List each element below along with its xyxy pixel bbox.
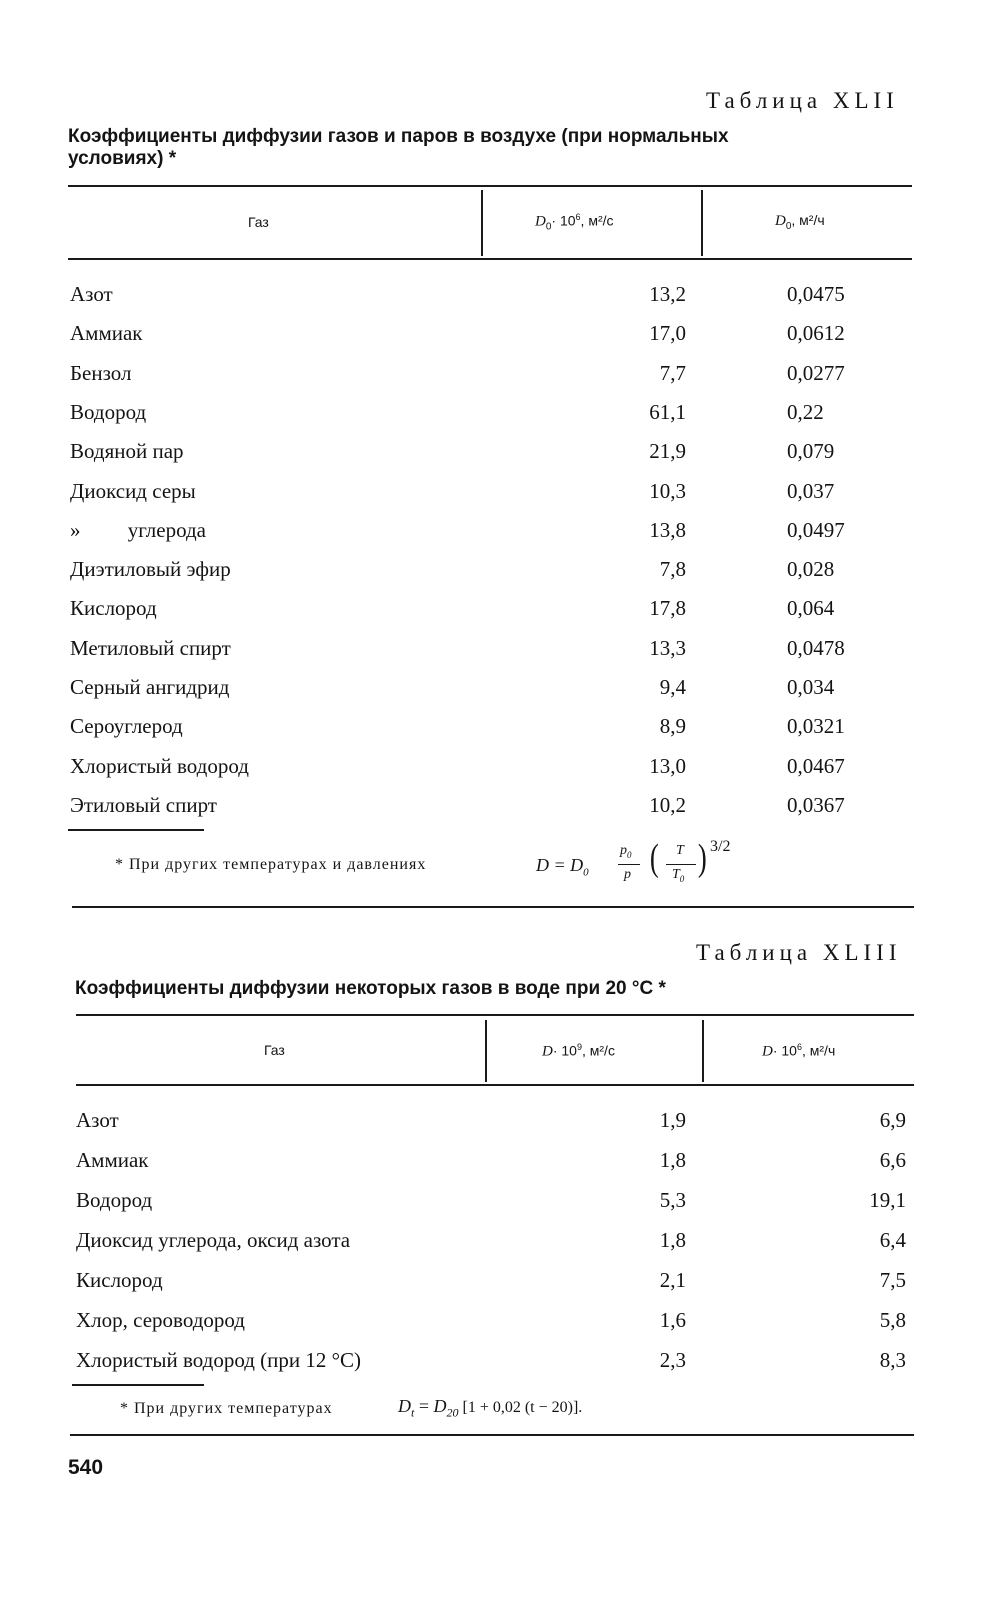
table-row [70, 668, 910, 707]
table-row [70, 589, 910, 628]
cell-diffusion-m2h: 7,5 [879, 1268, 906, 1292]
table-row [70, 511, 910, 550]
frac-num: p [620, 843, 627, 858]
cell-diffusion-m2s: 10,2 [649, 792, 686, 817]
symbol: D [535, 213, 546, 230]
multiplier: · 10 [772, 1042, 797, 1059]
cell-gas: Диоксид углерода, оксид азота [76, 1228, 351, 1252]
symbol: D [542, 1043, 553, 1060]
table-row [76, 1141, 916, 1180]
formula-rhs-sub: 20 [446, 1405, 459, 1420]
multiplier: · 10 [552, 1042, 577, 1059]
table-top-rule [76, 1014, 914, 1016]
cell-diffusion-m2s: 13,3 [649, 635, 686, 660]
table-title: Коэффициенты диффузии газов и паров в воздухе (при нормальных условиях) * [68, 126, 729, 169]
cell-diffusion-m2h: 0,028 [787, 557, 835, 582]
unit: , м²/с [581, 1042, 615, 1059]
footnote-text: * При других температурах и давлениях [115, 856, 427, 873]
cell-diffusion-m2h: 0,0612 [787, 321, 845, 346]
cell-gas: Этиловый спирт [70, 792, 217, 817]
cell-gas: Сероуглерод [70, 714, 183, 739]
cell-diffusion-m2h: 0,0497 [787, 517, 845, 542]
footnote-formula [398, 1396, 582, 1421]
table-row [76, 1341, 916, 1380]
cell-gas: Хлористый водород [70, 753, 249, 778]
formula-rhs: D [433, 1396, 447, 1416]
column-header-gas: Газ [264, 1042, 285, 1058]
table-row [76, 1181, 916, 1220]
column-header-diffusion-m2h [775, 212, 825, 232]
unit: , м²/ч [801, 1042, 836, 1059]
page-bottom-rule [70, 1434, 914, 1436]
cell-gas: Водяной пар [70, 439, 184, 464]
cell-gas: Диоксид серы [70, 478, 196, 503]
table-title: Коэффициенты диффузии некоторых газов в воде при 20 °C * [75, 978, 666, 999]
table-row [70, 786, 910, 825]
cell-diffusion-m2s: 13,8 [649, 517, 686, 542]
exponent: 6 [575, 212, 581, 222]
table-row [70, 354, 910, 393]
table-row [70, 393, 910, 432]
multiplier: · 10 [551, 212, 576, 229]
cell-gas: Водород [76, 1188, 153, 1212]
table-top-rule [68, 185, 912, 187]
cell-diffusion-m2s: 7,8 [659, 557, 686, 582]
subscript: 0 [545, 221, 552, 233]
cell-diffusion-m2h: 6,4 [879, 1228, 906, 1252]
footnote-separator [72, 1384, 204, 1386]
table-row [70, 550, 910, 589]
footnote-separator [68, 829, 204, 831]
cell-diffusion-m2h: 8,3 [879, 1348, 906, 1372]
cell-diffusion-m2s: 21,9 [649, 439, 686, 464]
symbol: D [762, 1043, 773, 1060]
cell-gas: » углерода [70, 517, 206, 542]
symbol: D [775, 213, 786, 229]
cell-diffusion-m2h: 0,0367 [787, 792, 845, 817]
cell-diffusion-m2s: 13,0 [649, 753, 686, 778]
page-number: 540 [68, 1456, 104, 1479]
subscript: 0 [785, 220, 792, 232]
cell-diffusion-m2s: 13,2 [649, 282, 686, 306]
cell-diffusion-m2s: 61,1 [649, 399, 686, 424]
formula-equals: = [414, 1396, 434, 1416]
table-row [70, 432, 910, 471]
cell-diffusion-m2s: 2,3 [659, 1348, 686, 1372]
table-row [76, 1101, 916, 1140]
cell-diffusion-m2s: 1,6 [659, 1308, 686, 1332]
formula-bracket: [1 + 0,02 (t − 20)]. [458, 1399, 583, 1416]
cell-diffusion-m2s: 10,3 [649, 478, 686, 503]
fraction-denominator: p [624, 867, 631, 882]
unit: , м²/ч [791, 212, 825, 228]
column-divider [702, 1020, 704, 1082]
cell-diffusion-m2h: 0,0321 [787, 714, 845, 739]
formula-lhs-sub: 0 [583, 866, 589, 879]
fraction-numerator [620, 843, 632, 860]
cell-diffusion-m2s: 1,8 [659, 1148, 686, 1172]
cell-gas: Азот [70, 282, 113, 306]
cell-diffusion-m2h: 0,0277 [787, 360, 845, 385]
cell-gas: Хлористый водород (при 12 °С) [76, 1348, 362, 1372]
formula-lhs-sub: t [411, 1405, 415, 1420]
table-row [70, 472, 910, 511]
cell-diffusion-m2s: 1,8 [659, 1228, 686, 1252]
exponent: 9 [576, 1042, 582, 1052]
cell-diffusion-m2h: 6,9 [879, 1108, 906, 1132]
frac-den: T [672, 867, 680, 882]
cell-gas: Серный ангидрид [70, 675, 230, 699]
table-row [76, 1261, 916, 1300]
cell-diffusion-m2h: 5,8 [879, 1308, 906, 1332]
cell-diffusion-m2h: 0,0478 [787, 635, 845, 660]
fraction-denominator [672, 867, 684, 884]
cell-gas: Кислород [76, 1268, 163, 1292]
fraction-numerator: T [676, 843, 684, 858]
cell-gas: Аммиак [70, 321, 143, 346]
formula-lhs [536, 855, 589, 879]
cell-gas: Аммиак [76, 1148, 149, 1172]
footnote-text: * При других температурах [120, 1400, 333, 1417]
table-bottom-rule [72, 906, 914, 908]
fraction-bar [618, 864, 640, 865]
cell-diffusion-m2s: 1,9 [659, 1108, 686, 1132]
paren-left: ( [649, 837, 659, 879]
table-row [76, 1301, 916, 1340]
cell-diffusion-m2h: 0,0475 [787, 282, 845, 306]
column-header-diffusion-m2s [535, 212, 614, 232]
cell-diffusion-m2h: 0,034 [787, 675, 835, 699]
table-label: Таблица XLII [706, 88, 899, 113]
table-label: Таблица XLIII [696, 940, 902, 965]
cell-diffusion-m2s: 17,0 [649, 321, 686, 346]
header-bottom-rule [68, 258, 912, 260]
formula-lhs-text: D = D [536, 855, 584, 875]
paren-right: ) [697, 837, 707, 879]
cell-diffusion-m2h: 19,1 [869, 1188, 906, 1212]
column-divider [481, 190, 483, 256]
cell-diffusion-m2h: 0,037 [787, 478, 835, 503]
cell-diffusion-m2s: 9,4 [659, 675, 686, 699]
cell-gas: Метиловый спирт [70, 635, 231, 660]
table-row [70, 314, 910, 353]
column-header-diffusion-m2h [762, 1042, 835, 1061]
cell-diffusion-m2h: 0,064 [787, 596, 835, 621]
column-divider [701, 190, 703, 256]
table-row [70, 707, 910, 746]
table-row [70, 275, 910, 314]
cell-diffusion-m2h: 6,6 [879, 1148, 906, 1172]
cell-gas: Кислород [70, 596, 157, 621]
unit: , м²/с [580, 212, 614, 229]
formula-exponent: 3/2 [710, 838, 731, 855]
exponent: 6 [796, 1042, 802, 1052]
column-header-gas: Газ [248, 214, 269, 230]
cell-diffusion-m2h: 0,079 [787, 439, 835, 464]
table-row [70, 629, 910, 668]
cell-gas: Бензол [70, 360, 132, 385]
cell-diffusion-m2s: 8,9 [659, 714, 686, 739]
cell-gas: Диэтиловый эфир [70, 557, 231, 582]
column-divider [485, 1020, 487, 1082]
cell-diffusion-m2s: 17,8 [649, 596, 686, 621]
fraction-bar [666, 864, 696, 865]
frac-den-sub: 0 [679, 873, 685, 884]
cell-diffusion-m2s: 5,3 [659, 1188, 686, 1212]
cell-diffusion-m2s: 7,7 [659, 360, 686, 385]
cell-diffusion-m2h: 0,0467 [787, 753, 845, 778]
cell-gas: Хлор, сероводород [76, 1308, 245, 1332]
formula-lhs: D [398, 1396, 411, 1416]
table-row [70, 747, 910, 786]
footnote-formula [536, 838, 766, 892]
column-header-diffusion-m2s [542, 1042, 615, 1061]
cell-gas: Водород [70, 399, 147, 424]
frac-num-sub: 0 [627, 849, 632, 860]
cell-diffusion-m2s: 2,1 [659, 1268, 686, 1292]
header-bottom-rule [76, 1084, 914, 1086]
table-row [76, 1221, 916, 1260]
cell-diffusion-m2h: 0,22 [787, 399, 824, 424]
cell-gas: Азот [76, 1108, 119, 1132]
